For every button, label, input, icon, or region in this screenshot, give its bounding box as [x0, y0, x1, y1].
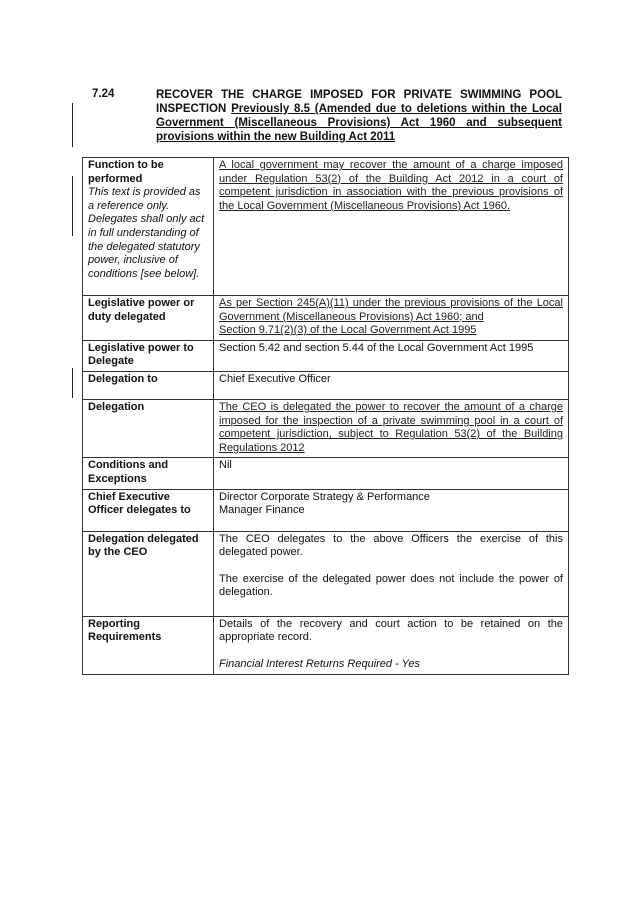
- legislative-power-line2: Section 9.71(2)(3) of the Local Government Act 1995: [219, 324, 477, 337]
- row-function: [83, 158, 569, 296]
- row-ceo-delegates-to: [83, 489, 569, 531]
- row-power-to-delegate: [83, 340, 569, 371]
- reporting-para1: Details of the recovery and court action to be retained on the appropriate record.: [219, 617, 563, 644]
- clause-heading: [156, 88, 562, 144]
- row-delegation: [83, 399, 569, 457]
- function-text: A local government may recover the amount of a charge imposed under Regulation 53(2) of the Building Act 2012 in a court of competent jurisdiction in association with the previous provisions of the Local Government (Miscellaneous Provisions) Act 1960.: [219, 159, 563, 212]
- officer-director: Director Corporate Strategy & Performance: [219, 490, 430, 503]
- label-reporting: Reporting Requirements: [83, 616, 214, 674]
- value-function: [214, 158, 569, 296]
- value-reporting: [214, 616, 569, 674]
- row-delegation-to: [83, 371, 569, 399]
- delegated-para1: The CEO delegates to the above Officers the exercise of this delegated power.: [219, 532, 563, 559]
- delegation-text: The CEO is delegated the power to recover the amount of a charge imposed for the inspection of a private swimming pool in a court of competent jurisdiction, subject to Regulation 53(2) of the Building Regulations 2012: [219, 400, 563, 454]
- officer-manager: Manager Finance: [219, 504, 305, 517]
- row-conditions: [83, 458, 569, 489]
- change-bar-delegation: [72, 368, 73, 398]
- label-ceo-delegates-to: Chief Executive Officer delegates to: [83, 489, 214, 531]
- label-legislative-power: Legislative power or duty delegated: [83, 296, 214, 341]
- clause-number: 7.24: [92, 88, 115, 100]
- label-delegated-by-ceo: Delegation delegated by the CEO: [83, 531, 214, 616]
- change-bar-function: [72, 176, 73, 236]
- row-delegated-by-ceo: [83, 531, 569, 616]
- label-function: [83, 158, 214, 296]
- clause-amendment-note: Previously 8.5 (Amended due to deletions within the Local Government (Miscellaneous Provisions) Act 1960 and subsequent provisions within the new Building Act 2011: [156, 103, 562, 143]
- value-ceo-delegates-to: [214, 489, 569, 531]
- reporting-para2: Financial Interest Returns Required - Yes: [219, 657, 420, 670]
- row-reporting: [83, 616, 569, 674]
- row-legislative-power: [83, 296, 569, 341]
- label-function-note: This text is provided as a reference only. Delegates shall only act in full understanding of the delegated statutory power, inclusive of conditions [see below].: [88, 186, 205, 280]
- label-conditions: Conditions and Exceptions: [83, 458, 214, 489]
- delegated-para2: The exercise of the delegated power does not include the power of delegation.: [219, 572, 563, 599]
- label-power-to-delegate: Legislative power to Delegate: [83, 340, 214, 371]
- label-delegation-to: Delegation to: [83, 371, 214, 399]
- value-conditions: Nil: [214, 458, 569, 489]
- value-power-to-delegate: Section 5.42 and section 5.44 of the Local Government Act 1995: [214, 340, 569, 371]
- delegation-table: [82, 157, 569, 675]
- value-delegation: [214, 399, 569, 457]
- label-delegation: Delegation: [83, 399, 214, 457]
- legislative-power-line1: As per Section 245(A)(11) under the previous provisions of the Local Government (Miscellaneous Provisions) Act 1960; and: [219, 297, 563, 323]
- value-delegated-by-ceo: [214, 531, 569, 616]
- clause-title: RECOVER THE CHARGE IMPOSED FOR PRIVATE SWIMMING POOL INSPECTION: [156, 89, 562, 115]
- value-legislative-power: [214, 296, 569, 341]
- value-delegation-to: Chief Executive Officer: [214, 371, 569, 399]
- label-function-text: Function to be performed: [88, 159, 164, 185]
- change-bar-heading: [72, 103, 73, 147]
